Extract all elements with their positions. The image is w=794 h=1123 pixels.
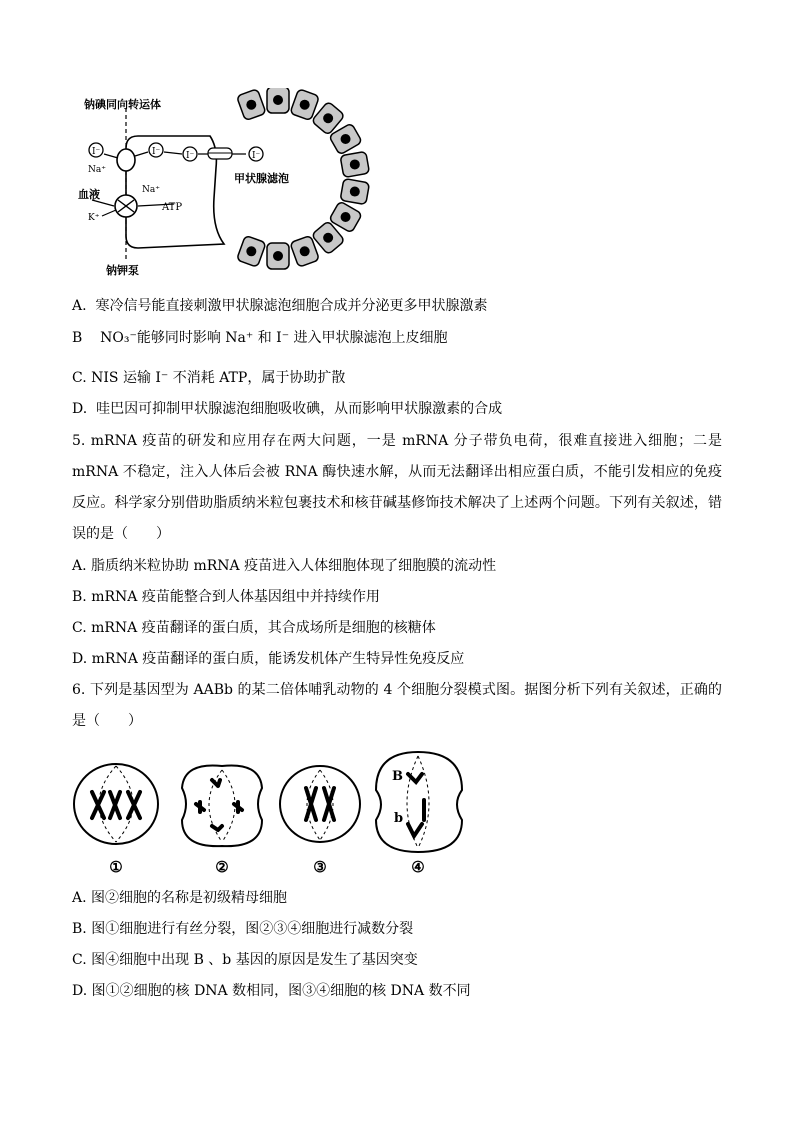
na-label-2: Na⁺: [142, 185, 160, 195]
q5-option-a: A. 脂质纳米粒协助 mRNA 疫苗进入人体细胞体现了细胞膜的流动性: [72, 558, 497, 574]
na-label-1: Na⁺: [88, 165, 106, 175]
follicle-cell-nucleus: [341, 212, 351, 222]
iodide-label-4: I⁻: [252, 151, 261, 161]
symporter-label: 钠碘同向转运体: [84, 98, 161, 111]
q4-option-c: C. NIS 运输 I⁻ 不消耗 ATP，属于协助扩散: [72, 370, 346, 386]
atp-label: ATP: [162, 202, 183, 213]
pump-label: 钠钾泵: [106, 264, 139, 277]
cell-1-number: ①: [109, 858, 123, 876]
cell-3-outline: [280, 766, 360, 842]
k-label: K⁺: [88, 213, 100, 223]
q5-option-c: C. mRNA 疫苗翻译的蛋白质，其合成场所是细胞的核糖体: [72, 620, 436, 636]
follicle-cell-nucleus: [323, 113, 333, 123]
follicle-cell-nucleus: [323, 233, 333, 243]
gene-B-label: B: [392, 769, 403, 784]
q4-option-b: B NO₃⁻能够同时影响 Na⁺ 和 I⁻ 进入甲状腺滤泡上皮细胞: [72, 330, 448, 346]
q6-option-b: B. 图①细胞进行有丝分裂，图②③④细胞进行减数分裂: [72, 921, 414, 937]
follicle-cell-nucleus: [341, 134, 351, 144]
follicle-cell-nucleus: [246, 100, 256, 110]
thyroid-follicle-diagram: [78, 88, 370, 280]
q6-option-a: A. 图②细胞的名称是初级精母细胞: [72, 890, 288, 906]
q4-option-a: A. 寒冷信号能直接刺激甲状腺滤泡细胞合成并分泌更多甲状腺激素: [72, 298, 488, 314]
follicle-label: 甲状腺滤泡: [234, 172, 289, 185]
q5-option-d: D. mRNA 疫苗翻译的蛋白质，能诱发机体产生特异性免疫反应: [72, 651, 465, 667]
follicle-cell-nucleus: [350, 187, 360, 197]
cell-division-diagram: [72, 740, 472, 878]
follicle-cell-nucleus: [246, 246, 256, 256]
follicle-cell-nucleus: [300, 100, 310, 110]
follicle-cell-nucleus: [273, 95, 283, 105]
symporter-shape: [117, 149, 135, 171]
iodide-label-1: I⁻: [92, 147, 101, 157]
q5-option-b: B. mRNA 疫苗能整合到人体基因组中并持续作用: [72, 589, 380, 605]
iodide-label-2: I⁻: [152, 147, 161, 157]
follicle-cell-nucleus: [273, 251, 283, 261]
cell-3-number: ③: [313, 858, 327, 876]
cell-2-number: ②: [215, 858, 229, 876]
follicle-cell-nucleus: [350, 159, 360, 169]
blood-label: 血液: [78, 188, 100, 201]
cell-2-outline: [182, 765, 262, 846]
q4-option-d: D. 哇巴因可抑制甲状腺滤泡细胞吸收碘，从而影响甲状腺激素的合成: [72, 401, 503, 417]
q6-stem: 6. 下列是基因型为 AABb 的某二倍体哺乳动物的 4 个细胞分裂模式图。据图分析下列有关叙述，正确的是（ ）: [72, 682, 722, 729]
iodide-label-3: I⁻: [186, 151, 195, 161]
cell-4-outline: [376, 752, 462, 852]
q6-option-d: D. 图①②细胞的核 DNA 数相同，图③④细胞的核 DNA 数不同: [72, 983, 471, 999]
cell-4-number: ④: [411, 858, 425, 876]
q5-stem: 5. mRNA 疫苗的研发和应用存在两大问题，一是 mRNA 分子带负电荷，很难直接进入细胞；二是 mRNA 不稳定，注入人体后会被 RNA 酶快速水解，从而无法翻译出相应蛋白质，不能引发相应的免疫反应。科学家分别借助脂质纳米粒包裹技术和核苷碱基修饰技术解决了上述两个问题。下列有关叙述，错误的是（ ）: [72, 433, 722, 542]
follicle-cell-nucleus: [300, 246, 310, 256]
q6-option-c: C. 图④细胞中出现 B 、b 基因的原因是发生了基因突变: [72, 952, 418, 968]
gene-b-label: b: [394, 811, 404, 826]
